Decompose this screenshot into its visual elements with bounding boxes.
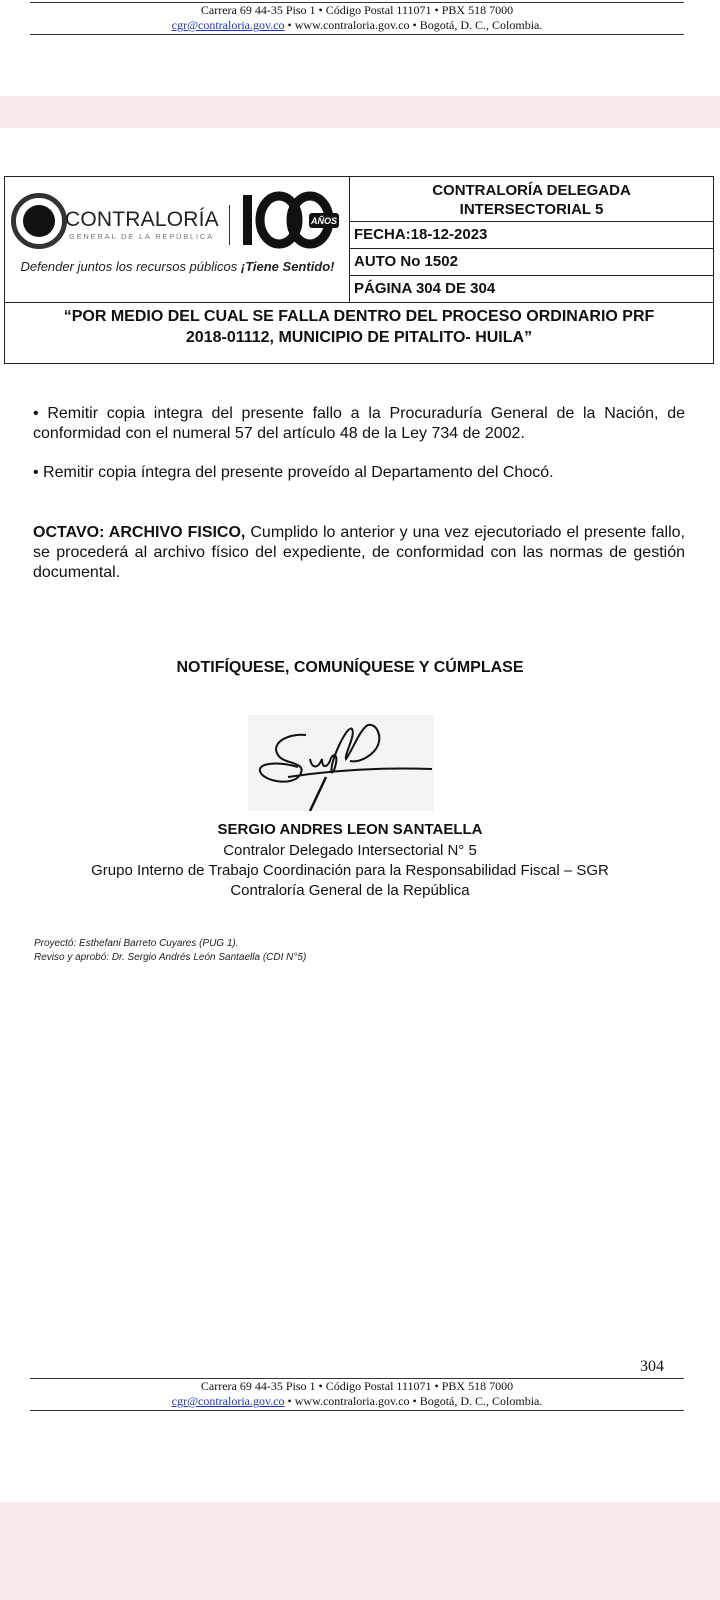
page-number: 304 [640, 1358, 664, 1375]
tagline-lead: Defender juntos los recursos públicos [20, 259, 241, 274]
header-auto-number: AUTO No 1502 [350, 249, 713, 276]
handwritten-signature-icon [248, 715, 434, 811]
header-title-line1: CONTRALORÍA DELEGADA [432, 182, 631, 199]
octavo-heading: OCTAVO: ARCHIVO FISICO, [33, 524, 246, 541]
header-subject [5, 303, 713, 348]
octavo-paragraph [33, 523, 685, 583]
footer-contact [30, 1394, 684, 1411]
header-page-count: PÁGINA 304 DE 304 [350, 276, 713, 303]
header-title-line2: INTERSECTORIAL 5 [459, 201, 604, 218]
signer-organization: Contraloría General de la República [230, 882, 470, 899]
anniversary-100-logo [239, 189, 344, 251]
footer-email-link[interactable]: cgr@contraloria.gov.co [171, 1394, 285, 1408]
bullet-choco: • Remitir copia íntegra del presente proveído al Departamento del Chocó. [33, 464, 554, 481]
footer-website: • www.contraloria.gov.co • Bogotá, D. C., Colombia. [284, 1394, 543, 1408]
anniversary-label: AÑOS [310, 216, 338, 226]
document-page [0, 128, 720, 1502]
tagline [5, 259, 350, 274]
octavo-text: Cumplido lo anterior y una vez ejecutoriado el presente fallo, se procederá al archivo físico del expediente, de conformidad con las normas de gestión documental. [33, 524, 685, 581]
page-footer [30, 1378, 684, 1411]
footer-address: Carrera 69 44-35 Piso 1 • Código Postal 111071 • PBX 518 7000 [30, 1378, 684, 1394]
signer-name: SERGIO ANDRES LEON SANTAELLA [217, 821, 483, 838]
signature-image [248, 715, 434, 811]
logo-subtitle: GENERAL DE LA REPÚBLICA [69, 232, 214, 241]
header-title [350, 177, 713, 222]
document-header-table [4, 176, 714, 364]
bullet-procuraduria: • Remitir copia integra del presente fallo a la Procuraduría General de la Nación, de conformidad con el numeral 57 del artículo 48 de la Ley 734 de 2002. [33, 405, 685, 442]
logo-divider [229, 205, 230, 245]
footer-address: Carrera 69 44-35 Piso 1 • Código Postal 111071 • PBX 518 7000 [30, 2, 684, 18]
previous-page-tail [0, 0, 720, 96]
footer-website: • www.contraloria.gov.co • Bogotá, D. C., Colombia. [284, 18, 543, 32]
signer-group: Grupo Interno de Trabajo Coordinación para la Responsabilidad Fiscal – SGR [91, 862, 609, 879]
page-footer [30, 2, 684, 35]
tagline-emphasis: ¡Tiene Sentido! [240, 259, 335, 274]
signer-role: Contralor Delegado Intersectorial N° 5 [223, 842, 477, 859]
projected-by-note: Proyectó: Esthefani Barreto Cuyares (PUG 1). [34, 938, 239, 949]
logo-cell [5, 177, 350, 303]
footer-email-link[interactable]: cgr@contraloria.gov.co [171, 18, 285, 32]
notification-heading: NOTIFÍQUESE, COMUNÍQUESE Y CÚMPLASE [176, 659, 524, 676]
header-subject-line2: 2018-01112, MUNICIPIO DE PITALITO- HUILA” [185, 329, 533, 346]
logo-name: CONTRALORÍA [65, 208, 219, 231]
header-fecha: FECHA:18-12-2023 [350, 222, 713, 249]
footer-contact [30, 18, 684, 35]
contraloria-logo-icon [11, 193, 67, 249]
header-subject-line1: “POR MEDIO DEL CUAL SE FALLA DENTRO DEL PROCESO ORDINARIO PRF [63, 308, 655, 325]
reviewed-by-note: Reviso y aprobó: Dr. Sergio Andrés León Santaella (CDI N°5) [34, 952, 307, 963]
